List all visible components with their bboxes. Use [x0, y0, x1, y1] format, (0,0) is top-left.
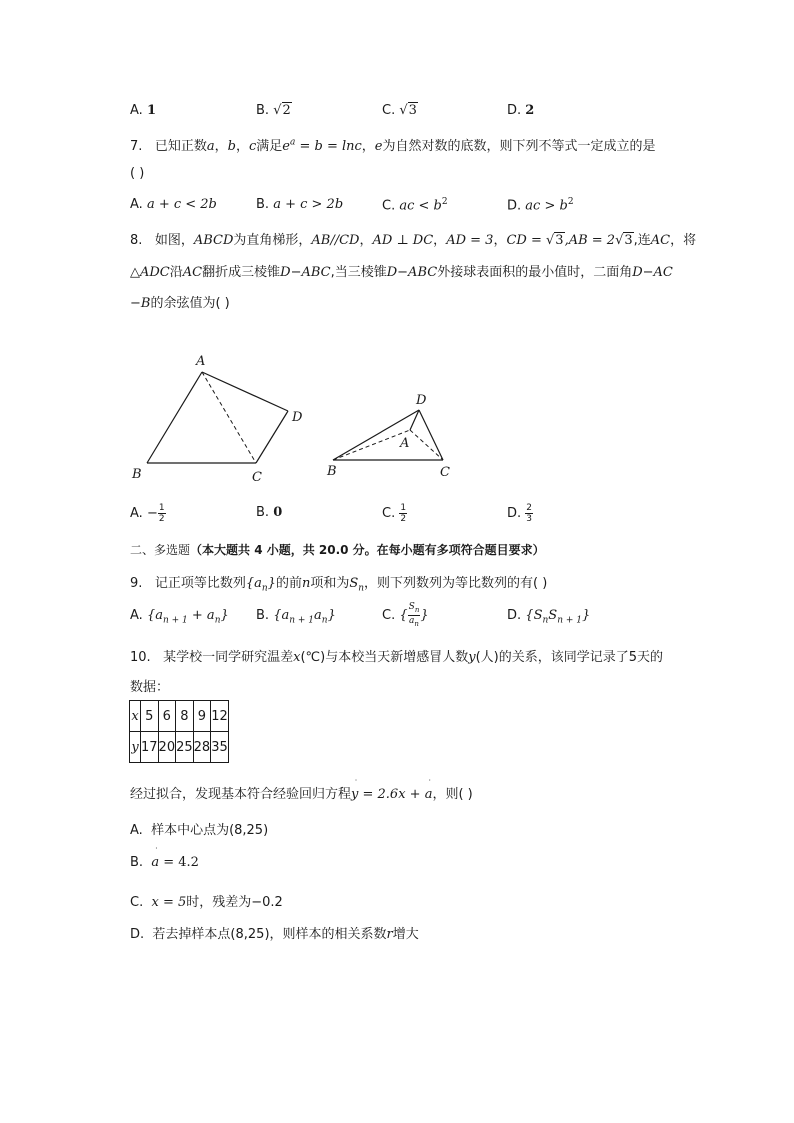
table-cell: 8 [176, 701, 194, 732]
q8-stem-line1: 8. 如图，ABCD为直角梯形，AB//CD，AD ⊥ DC，AD = 3，CD = √3,AB = 2√3,连AC，将 [130, 233, 697, 248]
q7-option-d[interactable]: D. ac > $b^2$ [507, 197, 574, 214]
sqrt-symbol: √3 [615, 233, 633, 248]
table-cell: 17 [141, 732, 159, 763]
table-row [130, 732, 229, 763]
table-cell: 25 [176, 732, 194, 763]
table-cell: x [130, 701, 141, 732]
q10-data-table [129, 700, 229, 763]
q8-option-a[interactable]: A. − $\frac{1}{2}$ [130, 503, 165, 524]
q7-option-b[interactable]: B. a + c > 2b [256, 197, 344, 212]
q10-option-d[interactable]: D. 若去掉样本点(8,25)，则样本的相关系数r增大 [130, 927, 419, 942]
q6-option-c[interactable]: C. √3 [382, 103, 417, 118]
q9-option-b[interactable]: B. $\{a_{n + 1}a_n\}$ [256, 608, 336, 626]
q7-option-c[interactable]: C. ac < $b^2$ [382, 197, 448, 214]
label-C-left: C [252, 470, 262, 485]
q10-option-c[interactable]: C. x = 5时，残差为−0.2 [130, 895, 283, 910]
table-cell: 5 [141, 701, 159, 732]
q6-option-b[interactable]: B. √2 [256, 103, 291, 118]
q8-figure [120, 345, 480, 485]
q7-paren: ( ) [130, 166, 145, 181]
label-D-left: D [292, 410, 303, 425]
table-cell: y [130, 732, 141, 763]
table-cell: 6 [158, 701, 176, 732]
label-C-right: C [440, 465, 450, 480]
q7-option-a[interactable]: A. a + c < 2b [130, 197, 217, 212]
table-row [130, 701, 229, 732]
table-cell: 12 [211, 701, 229, 732]
table-cell: 28 [193, 732, 211, 763]
sqrt-symbol: √2 [273, 103, 291, 118]
q9-option-c[interactable]: C. { $\frac{S_n}{a_n}$ } [382, 602, 429, 628]
q6-option-a[interactable]: A. 1 [130, 103, 156, 118]
q10-option-a[interactable]: A. 样本中心点为(8,25) [130, 823, 269, 838]
section-2-heading: 二、多选题（本大题共 4 小题，共 20.0 分。在每小题有多项符合题目要求） [130, 543, 545, 557]
q10-option-b[interactable]: B. ˙ a = 4.2 [130, 847, 199, 870]
sqrt-symbol: √3 [545, 233, 564, 248]
sqrt-symbol: √3 [399, 103, 417, 118]
q10-stem-line1: 10. 某学校一同学研究温差x(℃)与本校当天新增感冒人数y(人)的关系，该同学记录了5天的 [130, 650, 663, 665]
q8-stem-line2: △ADC沿AC翻折成三棱锥D−ABC,当三棱锥D−ABC外接球表面积的最小值时，二面角D−AC [130, 265, 673, 280]
label-B-left: B [132, 467, 142, 482]
label-D-right: D [416, 393, 427, 408]
q10-stem-line2: 数据： [130, 680, 170, 695]
label-B-right: B [327, 464, 337, 479]
q9-option-d[interactable]: D. $\{S_nS_{n + 1}\}$ [507, 608, 591, 626]
tetrahedron-figure [326, 393, 450, 480]
q8-stem-line3: −B的余弦值为( ) [130, 296, 230, 311]
trapezoid-figure [131, 354, 303, 485]
q7-stem: 7. 已知正数a，b，c满足$e^a = b = \ln c$，e为自然对数的底数，则下列不等式一定成立的是 [130, 137, 656, 154]
label-A-right: A [400, 436, 410, 451]
q8-option-c[interactable]: C. $\frac{1}{2}$ [382, 503, 407, 524]
q9-option-a[interactable]: A. $\{a_{n + 1} + a_n\}$ [130, 608, 229, 626]
q8-option-b[interactable]: B. 0 [256, 505, 283, 520]
q10-regression-line: 经过拟合，发现基本符合经验回归方程 ˙ y = 2.6x + ˙ a，则( ) [130, 779, 473, 802]
q9-stem: 9. 记正项等比数列$\{a_n\}$的前n项和为$S_n$，则下列数列为等比数列的有( ) [130, 576, 548, 594]
q8-option-d[interactable]: D. $\frac{2}{3}$ [507, 503, 533, 524]
table-cell: 35 [211, 732, 229, 763]
table-cell: 9 [193, 701, 211, 732]
table-cell: 20 [158, 732, 176, 763]
label-A-left: A [196, 354, 206, 369]
q6-option-d[interactable]: D. 2 [507, 103, 535, 118]
